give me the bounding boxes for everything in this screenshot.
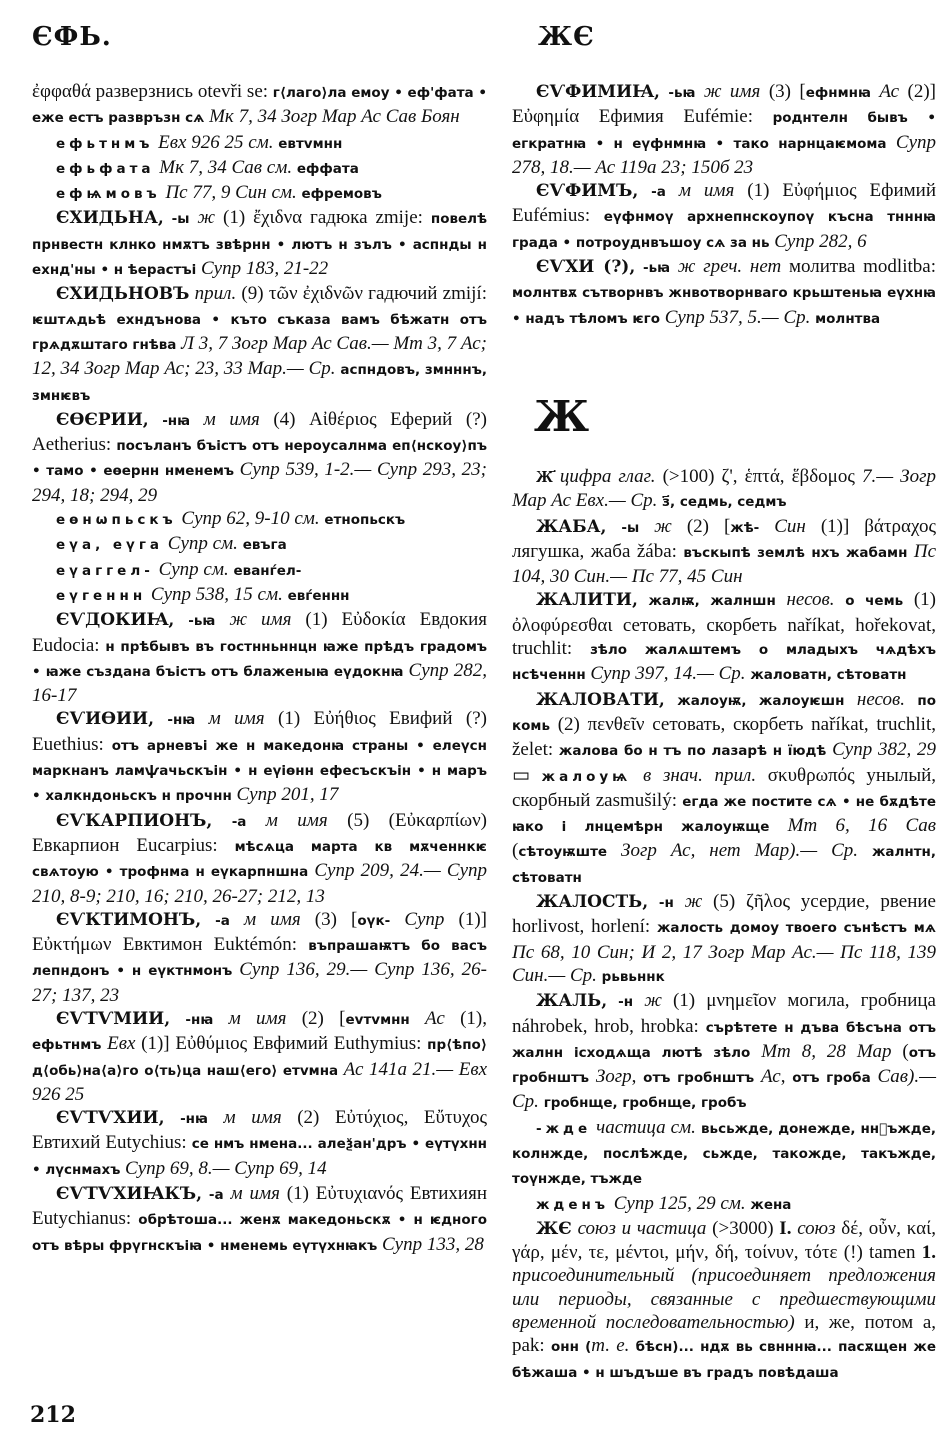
italic-text: Супр 382, 29 (832, 739, 936, 761)
slavonic-text: въскыпѣ землѣ нхъ жабамн (683, 544, 914, 561)
slavonic-text: отъ гробнштъ (512, 1044, 936, 1087)
headword: ЄѴКТИМОНЪ, (56, 909, 202, 930)
italic-text: Супр 538, 15 см. (146, 583, 288, 605)
headword: ЄѲЄРИИ, (56, 409, 149, 430)
italic-text: Супр 282, 6 (774, 230, 867, 252)
roman-text: (>100) ζ', ἑπτά, ἕβδομος (655, 465, 862, 487)
headword: ЖЄ (536, 1218, 572, 1239)
italic-text: ж (633, 990, 662, 1012)
dictionary-entry (32, 809, 487, 908)
slavonic-text: вьсьжде, донеждe, нн꙼ъжде, колнжде, послѣжде, сьжде, такожде, такъжде, тоүнжде, тъжде (512, 1120, 936, 1188)
italic-text: Зогр (589, 1066, 632, 1088)
dictionary-entry (32, 131, 487, 156)
slavonic-text: -ьꙗ (174, 613, 216, 630)
roman-text: (>3000) (706, 1217, 780, 1239)
italic-text: Супр 201, 17 (236, 784, 339, 806)
slavonic-text: онн ( (550, 1339, 592, 1356)
italic-text: союз (791, 1217, 842, 1239)
slavonic-text: отъ арневъі же н македонꙗ страны • елеүсн маркнанъ ламѱачьскъін • н еүіѳнн ефесъскъін • н маръ • халкндоньскъ н прочнн (32, 737, 487, 805)
roman-text: (5) ζῆλος усердие, рвение horlivost, horlení: (512, 891, 936, 938)
italic-text: м имя (246, 809, 328, 831)
headword: ЄѴТѴМИИ, (56, 1008, 171, 1029)
dictionary-entry (32, 282, 487, 407)
dictionary-entry (512, 1192, 936, 1217)
italic-text: м имя (190, 408, 260, 430)
roman-text: (1) μνημεῖον могила, гробница náhrobek, hrob, hrobka: (512, 990, 936, 1037)
headword: ЄѴФИМИꙖ, (536, 82, 660, 102)
slavonic-text: еванѓел- (233, 562, 302, 579)
roman-text: (1), (444, 1007, 487, 1029)
slavonic-text: ефремовъ (301, 186, 382, 203)
dictionary-entry (512, 255, 936, 331)
right-entries-before (512, 80, 936, 331)
roman-text: (1)] Εὐκτήμων Евктимон Euktémón: (32, 908, 487, 956)
roman-text: (1) Εὐφήμιος Ефимий Eufémius: (512, 180, 936, 227)
headword: ЖАЛОСТЬ, (536, 892, 649, 913)
slavonic-text: еффата (296, 160, 359, 177)
headword: ЖАЛИТИ, (536, 590, 638, 611)
slavonic-text: пр⟨ѣпо⟩д⟨обь⟩на⟨а⟩го о⟨ть⟩ца наш⟨его⟩ етvмна (32, 1037, 487, 1079)
italic-text: Супр 133, 28 (381, 1233, 484, 1255)
headword: ЄѴХИ (?), (536, 257, 636, 278)
italic-text: м имя (207, 1107, 282, 1129)
italic-text: ж имя (215, 609, 292, 631)
slavonic-text: отъ гроба (792, 1070, 871, 1087)
italic-text: ж имя (695, 81, 761, 102)
roman-text: (4) Αἰθέριος Еферий (?) Aetherius: (32, 408, 487, 456)
spaced-slavonic-lemma: ефьфата (56, 160, 155, 177)
roman-text: (1)] Εὐθύμιος Евфимий Euthymius: (135, 1033, 428, 1055)
italic-text: Мт 8, 28 Мар (761, 1040, 892, 1062)
left-column (32, 80, 487, 1258)
roman-text: , (780, 1066, 793, 1088)
slavonic-text: еvтvмнн (345, 1011, 410, 1028)
headword: ЄѴФИМЪ, (536, 181, 639, 202)
spaced-slavonic-lemma: ефѩмовъ (56, 186, 161, 203)
slavonic-text: з҃, седмь, седмъ (662, 494, 787, 511)
slavonic-text: -нꙗ (164, 1111, 208, 1128)
roman-text: (2) πενθεῖν сетовать, скорбеть naříkat, truchlit, želet: (512, 713, 936, 761)
slavonic-text: -ьꙗ (659, 85, 696, 101)
italic-text: ж греч. нет (670, 256, 782, 278)
italic-text: присоединительный (присоединяет предложения или периоды, связанные с предшествующими временной последовательностью) (512, 1265, 936, 1334)
headword: ЄѴТѴХИꙖКЪ, (56, 1184, 203, 1205)
dictionary-entry (512, 1217, 936, 1385)
dictionary-entry (512, 80, 936, 179)
italic-text: Супр 539, 1-2.— Супр 293, 23; 294, 18; 294, 29 (32, 459, 488, 506)
dictionary-entry (32, 156, 487, 181)
headword: ЄХИДЬНОВЪ (56, 284, 190, 305)
italic-text: ж (673, 891, 703, 913)
slavonic-text: посъланъ бъістъ отъ нероусалнма еп⟨нскоу⟩пъ • тамо • еѳернн нменемъ (32, 438, 487, 480)
slavonic-text: -ьꙗ (635, 260, 671, 277)
slavonic-text: бѣсн)... ндѫ вь свнннꙗ... пасѫщен же бѣжаша • н шъдъше въ градъ повѣдаша (512, 1339, 937, 1381)
slavonic-text: жалоуѭ, жалоуѥшн (664, 692, 845, 709)
slavonic-text: евѓеннн (287, 587, 350, 604)
italic-text: несов. (775, 589, 835, 611)
dictionary-entry (32, 507, 487, 532)
italic-text: ж (639, 515, 672, 537)
italic-text: Супр 537, 5.— Ср. (664, 306, 816, 328)
headword: ЄХИДЬНА, (56, 208, 164, 229)
roman-text: (1) ἔχιδνα гадюка zmije: (223, 207, 431, 229)
spaced-slavonic-lemma: еүаггел- (56, 562, 154, 579)
roman-text: (2)] Εὐφημία Ефимия Eufémie: (512, 81, 936, 128)
roman-text: , (631, 1066, 644, 1088)
roman-text: σκυθρωπός унылый, скорбный zasmušilý: (512, 764, 937, 811)
roman-text: (9) τῶν ἐχιδνῶν гадючий zmijí: (236, 283, 487, 305)
headword: ЄѴДОКИꙖ, (56, 610, 175, 631)
slavonic-text: обрѣтоша... женѫ македоньскѫ • н ѥдного отъ вѣры фрүгнскъіꙗ • нменемь еүтүхнꙗкъ (32, 1212, 487, 1254)
italic-text: несов. (844, 688, 905, 710)
italic-text: Ас 141а 21.— Евх 926 25 (32, 1058, 487, 1105)
slavonic-text: евъга (242, 537, 287, 554)
running-head-left: ЄФЬ. (32, 22, 112, 52)
dictionary-entry (32, 558, 487, 583)
roman-text: (3) [ (300, 908, 358, 930)
italic-text: ж (189, 207, 223, 229)
slavonic-text: етнопьскъ (324, 512, 406, 529)
bold-numeral: I. (779, 1217, 792, 1239)
slavonic-text: -а (202, 1187, 224, 1204)
dictionary-entry (32, 181, 487, 206)
italic-text: м имя (223, 1183, 280, 1205)
italic-text: Супр см. (153, 558, 234, 580)
section-letter-heading: Ж (534, 391, 590, 441)
slavonic-text: ефьтнмъ (32, 1037, 102, 1054)
slavonic-text: жена (750, 1196, 792, 1213)
headword: ЄѴКАРПИОНЪ, (56, 810, 213, 831)
italic-text: Зогр Ас, нет Мар).— Ср. (607, 840, 872, 862)
dictionary-entry (512, 1116, 936, 1192)
italic-text: Супр (390, 908, 445, 930)
slavonic-text: оүк- (357, 912, 391, 929)
italic-text: Супр 278, 18.— Ас 119а 23; 150б 23 (512, 131, 936, 178)
italic-text: м имя (229, 908, 301, 930)
italic-text: Супр 209, 24.— Супр 210, 8-9; 210, 16; 210, 26-27; 212, 13 (32, 860, 487, 907)
spaced-slavonic-lemma: -жде (536, 1120, 592, 1137)
page-number: 212 (30, 1402, 76, 1428)
dictionary-entry (512, 465, 936, 515)
slavonic-text: гробнще, гробнще, гробъ (543, 1095, 747, 1112)
slavonic-text: молнтвѫ сътворнвъ жнвотворнваго крьштеньꙗ еүхнꙗ • надъ тѣломъ ѥго (512, 285, 936, 327)
slavonic-text: ефнмнꙗ (805, 85, 871, 101)
right-column (512, 80, 936, 1385)
slavonic-text: жалнтн, сѣтоватн (512, 844, 936, 886)
slavonic-text: жалова бо н тъ по лазарѣ н їюдѣ (558, 743, 833, 760)
spaced-slavonic-lemma: еүгеннн (56, 587, 147, 604)
roman-text: ( (891, 1040, 909, 1062)
dictionary-entry (32, 80, 487, 131)
right-entries-after (512, 465, 936, 1385)
italic-text: Пс 77, 9 Син см. (160, 182, 302, 204)
slavonic-text: зѣло жалѧштемъ о младыхъ чѧдѣхъ нсѣченнн (512, 642, 936, 684)
slavonic-text: рьвьннк (601, 968, 665, 985)
italic-text: частица см. (591, 1116, 701, 1138)
slavonic-text: -ы (606, 519, 640, 536)
roman-text: (1)] βάτραχος лягушка, жаба žába: (512, 515, 936, 562)
italic-text: Супр 183, 21-22 (200, 258, 329, 280)
slavonic-text: егда же поститe сѧ • не бѫдѣте ꙗко і лнцемѣрн жалоуѭще (512, 793, 936, 836)
slavonic-text: о чемь (834, 593, 904, 610)
slavonic-text: жаловатн, сѣтоватн (750, 667, 907, 684)
italic-text: Ас (870, 81, 900, 102)
italic-text: прил. (189, 283, 237, 305)
italic-text: Супр 125, 29 см. (608, 1192, 751, 1214)
roman-text: (1) Εὐτυχιανός Евтихиян Eutychianus: (32, 1183, 487, 1230)
dictionary-entry (32, 1182, 487, 1258)
roman-text: и, же, потом a, pak: (512, 1312, 937, 1357)
roman-text: (1) Εὐδοκία Евдокия Eudocia: (32, 609, 487, 656)
headword: ЖАЛЬ, (536, 991, 608, 1012)
slavonic-text: г⟨лаго⟩ла емоу • еф'фата • еже естъ развръзн сѧ (32, 85, 487, 127)
roman-text: (1) ὀλοφύρεσθαι сетовать, скорбеть naříkat, hořekovat, truchlit: (512, 589, 936, 660)
dictionary-entry (512, 588, 936, 687)
spaced-slavonic-lemma: еѳнωпьскъ (56, 512, 177, 529)
headword: ЖАЛОВАТИ, (536, 689, 665, 710)
running-head-right: ЖЄ (538, 22, 595, 52)
roman-text: ( (512, 840, 519, 862)
slavonic-text: сѣтоуѭште (518, 844, 608, 861)
slavonic-text: евтvмнн (278, 135, 343, 152)
italic-text: м имя (195, 708, 265, 730)
spaced-slavonic-lemma: жалоуѩ (541, 768, 632, 785)
italic-text: 7.— Зогр Мар Ас Евх.— Ср. (512, 465, 936, 512)
roman-text: (2) [ (286, 1007, 346, 1029)
italic-text: м имя (665, 180, 735, 202)
italic-text: Евх 926 25 см. (153, 131, 279, 153)
roman-text: (1) Εὐήθιος Евифий (?) Euethius: (32, 708, 487, 755)
slavonic-text: -ы (163, 211, 190, 228)
dictionary-entry (32, 1106, 487, 1182)
headword: Ж҃ (536, 466, 553, 487)
dictionary-entry (32, 707, 487, 808)
slavonic-text: повелѣ прнвестн клнко нмѫтъ звѣрнн • лютъ н зълъ • аспнды н ехнд'ны • н ѣерастъі (32, 211, 487, 279)
slavonic-text: аспндовъ, змнннъ, змнѥвъ (32, 362, 487, 404)
roman-text: (5) (Εὐκαρπίων) Евкарпион Eucarpius: (32, 809, 487, 856)
italic-text: в знач. прил. (631, 764, 768, 786)
slavonic-text: се нмъ нмена... алеѯан'дръ • еүтүхнн • лүснмахъ (32, 1136, 488, 1178)
italic-text: Ас (409, 1007, 445, 1029)
italic-text: Супр 136, 29.— Супр 136, 26-27; 137, 23 (32, 959, 488, 1006)
italic-text: Пс 68, 10 Син; И 2, 17 Зогр Мар Ас.— Пс 118, 139 Син.— Ср. (512, 941, 936, 986)
spaced-slavonic-lemma: еүа, еүга (56, 537, 164, 554)
italic-text: т. е. (591, 1335, 630, 1357)
roman-text: молитва modlitba: (781, 256, 936, 278)
slavonic-text: -нꙗ (170, 1011, 214, 1028)
italic-text: Супр 69, 8.— Супр 69, 14 (125, 1157, 327, 1179)
slavonic-text: н прѣбывъ въ гостнньннцн ꙗже прѣдъ градомъ • ꙗже създана бъістъ отъ блаженыꙗ еүдокнꙗ (32, 638, 488, 680)
roman-text: ▭ (512, 764, 542, 786)
slavonic-text: -а (212, 813, 247, 830)
slavonic-text: -н (607, 994, 634, 1011)
roman-text: δέ, οὖν, καί, γάρ, μέν, τε, μέντοι, μήν, δή, τοίνυν, τότε (!) tamen (512, 1217, 936, 1264)
roman-text: (3) [ (760, 81, 806, 102)
italic-text: Сав).— Ср. (512, 1066, 936, 1113)
headword: ЄѴТѴХИИ, (56, 1108, 165, 1129)
dictionary-entry (32, 908, 487, 1007)
slavonic-text: жалѭ, жалншн (637, 593, 776, 610)
slavonic-text: еүфнмоү архнепнскоупоү късна тнннꙗ града • потроуднвъшоу сѧ за нь (512, 209, 936, 251)
dictionary-entry (512, 688, 936, 890)
italic-text: Евх (101, 1033, 136, 1055)
dictionary-entry (512, 515, 936, 589)
italic-text: Мк 7, 34 Зогр Мар Ас Сав Боян (204, 106, 460, 128)
slavonic-text: -а (638, 184, 666, 201)
italic-text: Супр 62, 9-10 см. (176, 508, 325, 530)
dictionary-entry (512, 989, 936, 1115)
slavonic-text: -а (201, 912, 230, 929)
italic-text: Супр 397, 14.— Ср. (590, 663, 751, 685)
slavonic-text: мѣсѧца марта кв мѫченнкѥ свѧтоую • трофнма н еүкарпншна (32, 838, 487, 881)
dictionary-entry (32, 206, 487, 282)
slavonic-text: -н (648, 895, 674, 912)
italic-text: союз и частица (571, 1217, 707, 1239)
italic-text: Син (759, 515, 806, 537)
dictionary-entry (32, 408, 487, 507)
roman-text: (2) [ (671, 515, 731, 537)
headword: ЖАБА, (536, 516, 607, 537)
italic-text: Пс 104, 30 Син.— Пс 77, 45 Син (512, 540, 936, 588)
slavonic-text: ѥштѧдьѣ ехндънова • къто съказа вамъ бѣжатн отъ грѧдѫштаго гнѣва (32, 311, 487, 353)
slavonic-text: отъ гробнштъ (643, 1070, 755, 1087)
slavonic-text: въпрашаѭтъ бо васъ лепндонъ • н еүктнмонъ (32, 938, 487, 980)
bold-numeral: 1. (921, 1242, 936, 1264)
dictionary-entry (512, 890, 936, 989)
italic-text: м имя (213, 1007, 287, 1029)
italic-text: цифра глаг. (552, 465, 656, 487)
slavonic-text: молнтва (815, 310, 881, 327)
dictionary-entry (512, 179, 936, 255)
italic-text: Л 3, 7 Зогр Мар Ас Сав.— Мт 3, 7 Ас; 12, 34 Зогр Мар Ас; 23, 33 Мар.— Ср. (32, 332, 487, 380)
italic-text: Ас (754, 1066, 781, 1088)
dictionary-entry (32, 583, 487, 608)
headword: ЄѴИѲИИ, (56, 709, 154, 730)
spaced-slavonic-lemma: ефьтнмъ (56, 135, 154, 152)
slavonic-text: жѣ- (730, 519, 760, 536)
spaced-slavonic-lemma: жденъ (536, 1196, 609, 1213)
slavonic-text: сърѣтете н дъва бѣсъна отъ жалнн ісходѧща лютѣ зѣло (512, 1019, 936, 1061)
slavonic-text: по комь (512, 692, 936, 734)
dictionary-entry (32, 1007, 487, 1106)
italic-text: Мк 7, 34 Сав см. (154, 156, 297, 178)
italic-text: Супр см. (163, 533, 243, 555)
slavonic-text: -нꙗ (154, 712, 196, 729)
slavonic-text: -нꙗ (148, 412, 191, 429)
dictionary-entry (32, 532, 487, 557)
italic-text: Супр 282, 16-17 (32, 659, 488, 707)
dictionary-entry (32, 608, 487, 707)
slavonic-text: роднтелн бывъ • егкратнꙗ • н еүфнмнꙗ • тако нарнцаѥмома (512, 110, 936, 152)
roman-text: (2) Εὐτύχιος, Εὔτυχος Евтихий Eutychius: (32, 1107, 487, 1154)
roman-text: ἐφφαθά разверзнись otevři se: (32, 81, 273, 102)
italic-text: Мт 6, 16 Сав (787, 815, 936, 837)
slavonic-text: жалость домоу твоего сънѣстъ мѧ (656, 920, 937, 937)
